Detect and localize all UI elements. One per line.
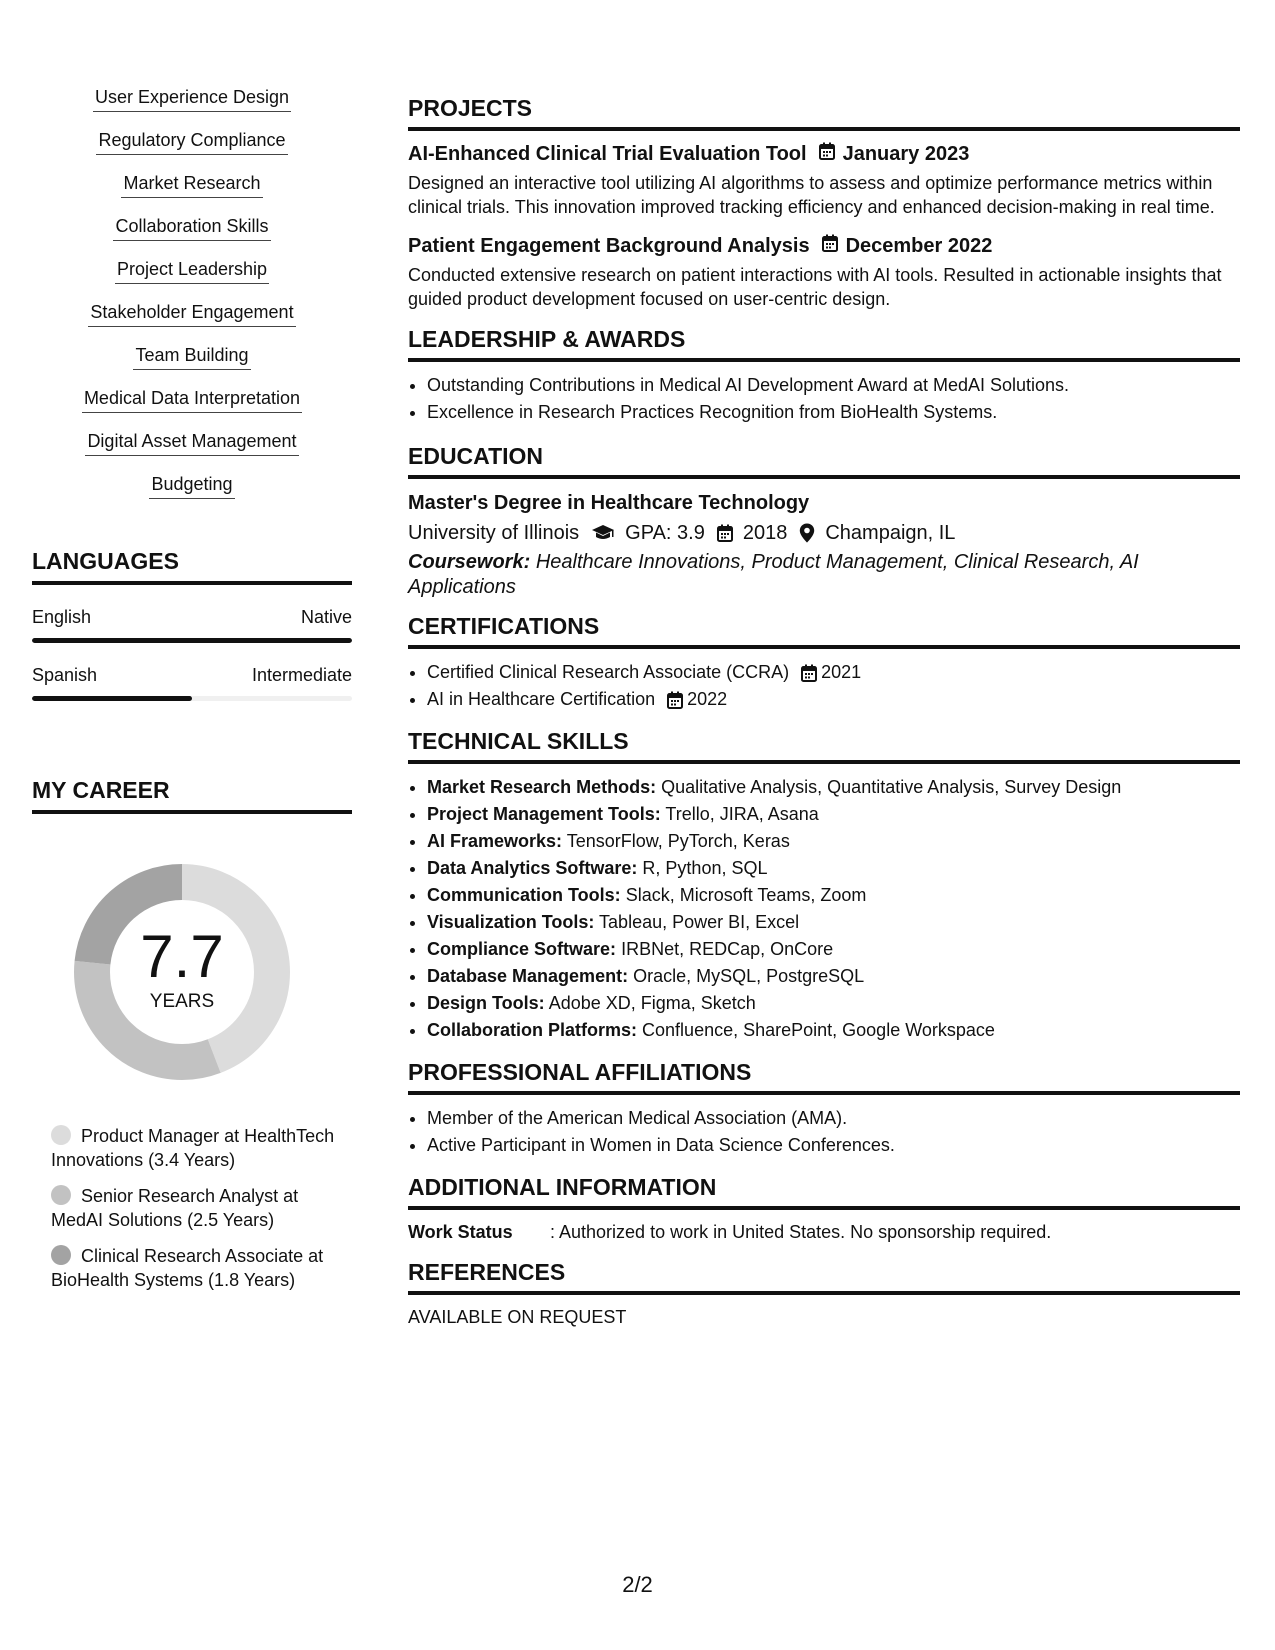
career-heading: MY CAREER xyxy=(32,777,352,814)
additional-info-section xyxy=(408,1173,1240,1244)
calendar-icon xyxy=(717,524,733,542)
skill-values: Confluence, SharePoint, Google Workspace xyxy=(642,1020,995,1040)
language-item xyxy=(32,607,352,643)
list-item xyxy=(427,659,1240,686)
certifications-heading: CERTIFICATIONS xyxy=(408,612,1240,649)
career-legend xyxy=(51,1124,341,1292)
work-status-label: Work Status xyxy=(408,1222,513,1242)
skill-values: Qualitative Analysis, Quantitative Analysis, Survey Design xyxy=(661,777,1122,797)
certification-name: • AI in Healthcare Certification xyxy=(427,689,656,709)
work-status-value: : Authorized to work in United States. No sponsorship required. xyxy=(550,1222,1052,1242)
project-item xyxy=(408,233,1240,311)
calendar-icon xyxy=(667,691,683,709)
leadership-heading: LEADERSHIP & AWARDS xyxy=(408,325,1240,362)
education-degree: Master's Degree in Healthcare Technology xyxy=(408,492,810,514)
list-item xyxy=(427,1017,1240,1044)
list-item xyxy=(427,963,1240,990)
language-level: Native xyxy=(300,607,352,627)
certification-name: • Certified Clinical Research Associate (CCRA) xyxy=(427,662,790,682)
projects-section xyxy=(408,94,1240,311)
references-heading: REFERENCES xyxy=(408,1258,1240,1295)
education-coursework xyxy=(408,550,1240,600)
calendar-icon xyxy=(822,233,838,259)
references-text: AVAILABLE ON REQUEST xyxy=(408,1307,627,1327)
map-pin-icon xyxy=(799,523,815,543)
technical-skills-section xyxy=(408,727,1240,1044)
language-item xyxy=(32,665,352,701)
skill-category: AI Frameworks: xyxy=(427,831,563,851)
skill-tag: User Experience Design xyxy=(93,86,291,112)
affiliations-section xyxy=(408,1058,1240,1159)
career-role-label: Product Manager at HealthTech Innovations (3.4 Years) xyxy=(51,1126,335,1170)
skill-tag: Team Building xyxy=(133,344,250,370)
education-location: Champaign, IL xyxy=(825,522,956,544)
coursework-text: Healthcare Innovations, Product Management, Clinical Research, AI Applications xyxy=(408,551,1139,598)
skill-values: IRBNet, REDCap, OnCore xyxy=(621,939,834,959)
skill-category: Data Analytics Software: xyxy=(427,858,638,878)
education-gpa: GPA: 3.9 xyxy=(625,522,705,544)
list-item: • Active Participant in Women in Data Science Conferences. xyxy=(427,1132,1240,1159)
skill-category: Visualization Tools: xyxy=(427,912,595,932)
technical-skills-list xyxy=(427,774,1240,1044)
additional-info-heading: ADDITIONAL INFORMATION xyxy=(408,1173,1240,1210)
project-item xyxy=(408,141,1240,219)
technical-skills-heading: TECHNICAL SKILLS xyxy=(408,727,1240,764)
skill-tag: Stakeholder Engagement xyxy=(88,301,295,327)
skill-tag: Project Leadership xyxy=(115,258,269,284)
main-content xyxy=(408,94,1240,1337)
list-item: • Excellence in Research Practices Recognition from BioHealth Systems. xyxy=(427,399,1240,426)
education-school: University of Illinois xyxy=(408,522,580,544)
legend-dot-icon xyxy=(51,1125,71,1145)
career-section xyxy=(32,777,352,1292)
skill-tag: Medical Data Interpretation xyxy=(82,387,302,413)
skill-tag: Collaboration Skills xyxy=(113,215,270,241)
skill-values: Adobe XD, Figma, Sketch xyxy=(548,993,756,1013)
list-item xyxy=(427,801,1240,828)
skill-category: Design Tools: xyxy=(427,993,545,1013)
skill-values: R, Python, SQL xyxy=(642,858,768,878)
legend-dot-icon xyxy=(51,1185,71,1205)
sidebar xyxy=(32,86,352,1304)
project-title: Patient Engagement Background Analysis xyxy=(408,235,810,257)
skill-values: Oracle, MySQL, PostgreSQL xyxy=(633,966,865,986)
education-heading: EDUCATION xyxy=(408,442,1240,479)
list-item xyxy=(427,855,1240,882)
certifications-section xyxy=(408,612,1240,713)
languages-heading: LANGUAGES xyxy=(32,548,352,585)
leadership-section xyxy=(408,325,1240,426)
skill-values: Trello, JIRA, Asana xyxy=(665,804,819,824)
skill-category: Market Research Methods: xyxy=(427,777,657,797)
career-years-unit: YEARS xyxy=(149,991,215,1012)
career-legend-item xyxy=(51,1124,341,1172)
education-year: 2018 xyxy=(742,522,788,544)
language-proficiency-fill xyxy=(32,696,192,701)
references-section xyxy=(408,1258,1240,1329)
list-item xyxy=(427,828,1240,855)
coursework-label: Coursework: xyxy=(408,551,531,573)
language-level: Intermediate xyxy=(251,665,352,685)
list-item xyxy=(427,774,1240,801)
skill-tag: Regulatory Compliance xyxy=(96,129,287,155)
language-proficiency-bar xyxy=(32,638,352,643)
language-proficiency-fill xyxy=(32,638,352,643)
certification-year: 2022 xyxy=(687,689,728,709)
skill-tag: Budgeting xyxy=(149,473,234,499)
project-date: December 2022 xyxy=(845,235,993,257)
skill-category: Database Management: xyxy=(427,966,629,986)
language-name: Spanish xyxy=(32,665,98,685)
career-donut-chart xyxy=(66,856,298,1088)
list-item: • Member of the American Medical Association (AMA). xyxy=(427,1105,1240,1132)
skill-category: Compliance Software: xyxy=(427,939,617,959)
project-description: Conducted extensive research on patient interactions with AI tools. Resulted in actionable insights that guided product development focused on user-centric design. xyxy=(408,265,1222,309)
calendar-icon xyxy=(819,141,835,167)
career-role-label: Clinical Research Associate at BioHealth Systems (1.8 Years) xyxy=(51,1246,324,1290)
skill-category: Collaboration Platforms: xyxy=(427,1020,638,1040)
skill-category: Project Management Tools: xyxy=(427,804,661,824)
languages-section xyxy=(32,548,352,701)
career-role-label: Senior Research Analyst at MedAI Solutions (2.5 Years) xyxy=(51,1186,299,1230)
legend-dot-icon xyxy=(51,1245,71,1265)
work-status-row xyxy=(408,1220,1240,1244)
projects-heading: PROJECTS xyxy=(408,94,1240,131)
list-item xyxy=(427,882,1240,909)
language-proficiency-bar xyxy=(32,696,352,701)
career-total-years: 7.7 xyxy=(140,923,224,990)
skill-values: Slack, Microsoft Teams, Zoom xyxy=(625,885,867,905)
certifications-list xyxy=(427,659,1240,713)
skill-tag: Market Research xyxy=(121,172,262,198)
skill-tag: Digital Asset Management xyxy=(85,430,298,456)
skill-category: Communication Tools: xyxy=(427,885,621,905)
list-item: • Outstanding Contributions in Medical AI Development Award at MedAI Solutions. xyxy=(427,372,1240,399)
list-item xyxy=(427,936,1240,963)
project-description: Designed an interactive tool utilizing AI algorithms to assess and optimize performance metrics within clinical trials. This innovation improved tracking efficiency and enhanced decision-making in real time. xyxy=(408,173,1215,217)
affiliations-list xyxy=(427,1105,1240,1159)
career-legend-item xyxy=(51,1244,341,1292)
education-meta xyxy=(408,520,1240,546)
graduation-cap-icon xyxy=(591,524,615,542)
project-date: January 2023 xyxy=(842,143,970,165)
project-title: AI-Enhanced Clinical Trial Evaluation Tool xyxy=(408,143,807,165)
education-section xyxy=(408,442,1240,600)
leadership-list xyxy=(427,372,1240,426)
certification-year: 2021 xyxy=(821,662,862,682)
affiliations-heading: PROFESSIONAL AFFILIATIONS xyxy=(408,1058,1240,1095)
skill-values: TensorFlow, PyTorch, Keras xyxy=(566,831,790,851)
language-name: English xyxy=(32,607,92,627)
career-legend-item xyxy=(51,1184,341,1232)
donut-center xyxy=(66,856,298,1088)
skills-list xyxy=(32,86,352,516)
list-item xyxy=(427,686,1240,713)
list-item xyxy=(427,909,1240,936)
calendar-icon xyxy=(801,664,817,682)
page-number: 2/2 xyxy=(622,1572,653,1597)
skill-values: Tableau, Power BI, Excel xyxy=(599,912,800,932)
list-item xyxy=(427,990,1240,1017)
